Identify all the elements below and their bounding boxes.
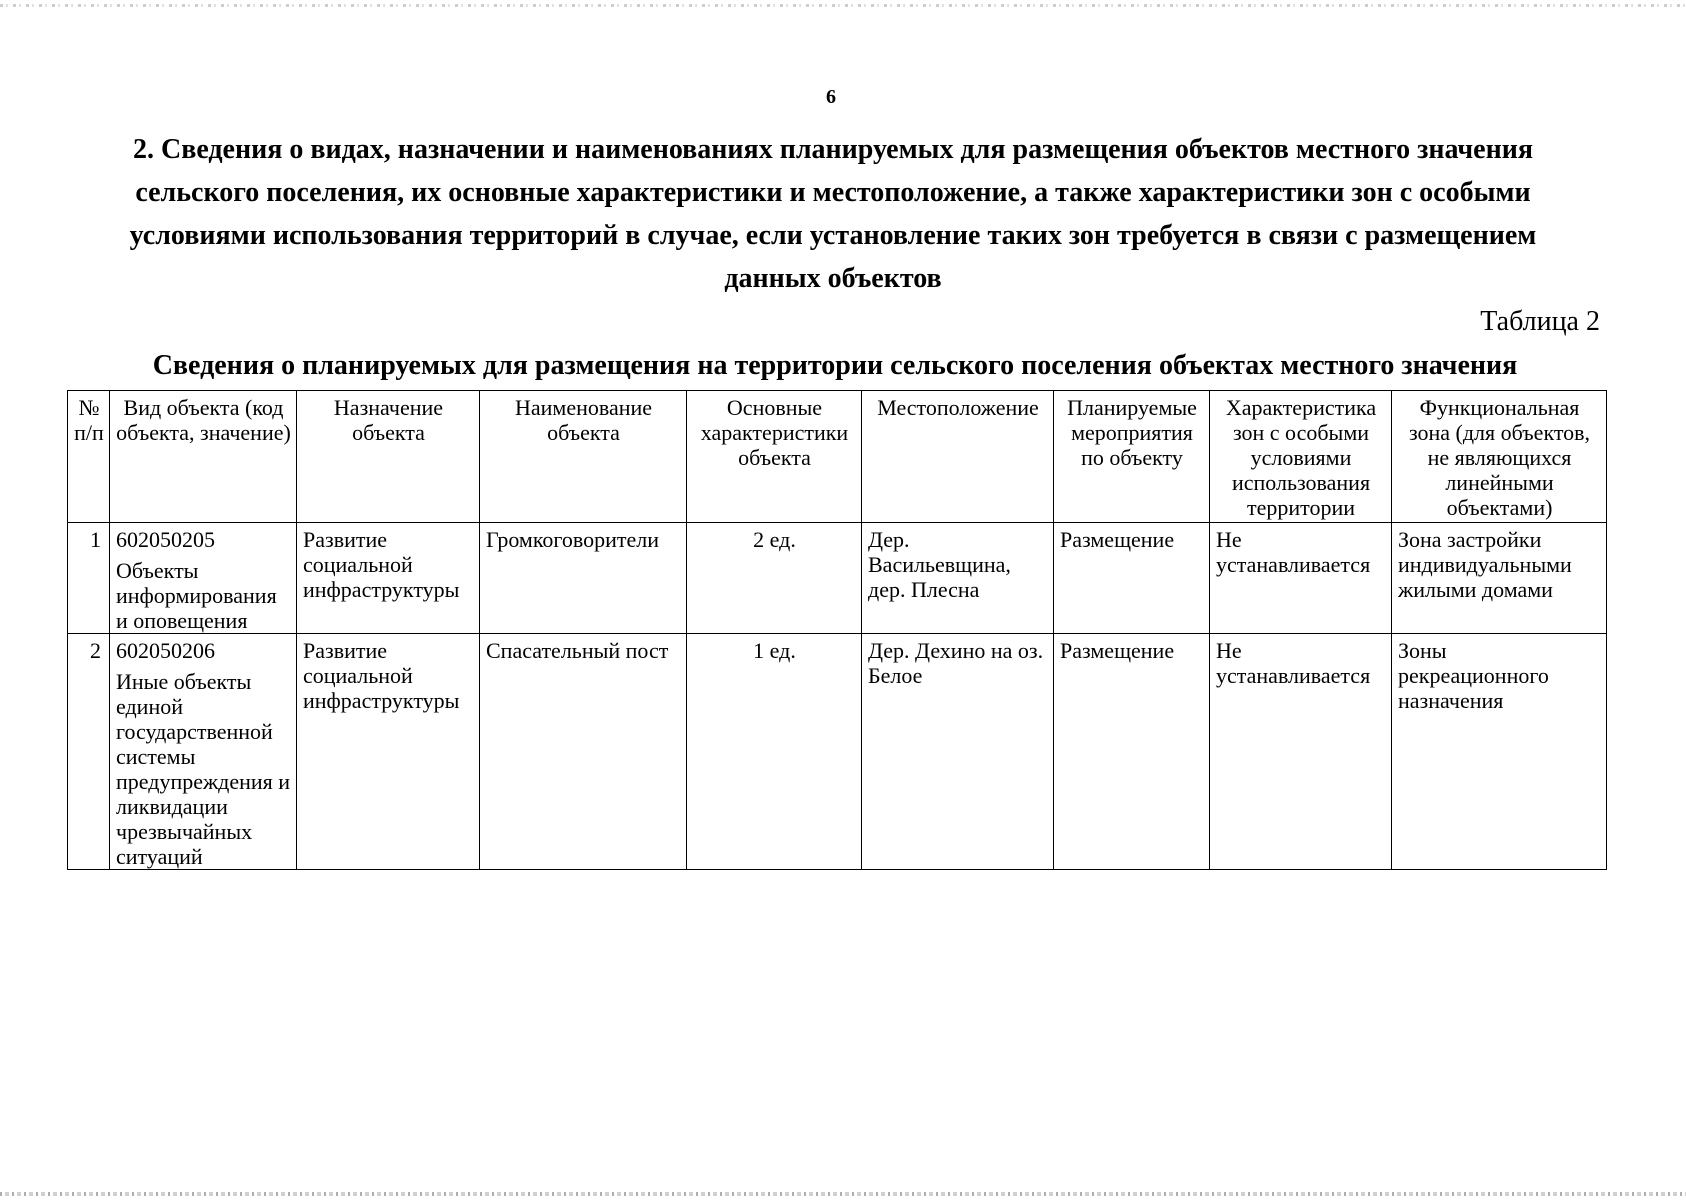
object-code: 602050205 [116, 527, 215, 552]
header-characteristics: Основные характеристики объекта [687, 391, 862, 523]
cell-zones: Не устанавливается [1210, 634, 1392, 870]
cell-type [110, 523, 297, 634]
table-number-label: Таблица 2 [1480, 306, 1600, 337]
object-code: 602050206 [116, 638, 215, 663]
section-heading: 2. Сведения о видах, назначении и наименованиях планируемых для размещения объектов местного значения сельского поселения, их основные характеристики и местоположение, а также характеристики зон с особыми условиями использования территорий в случае, если установление таких зон требуется в связи с размещением данных объектов [129, 134, 1537, 294]
header-name: Наименование объекта [480, 391, 687, 523]
cell-location: Дер. Васильевщина, дер. Плесна [862, 523, 1054, 634]
page-number: 6 [826, 86, 836, 108]
cell-num: 1 [68, 523, 110, 634]
table-caption: Сведения о планируемых для размещения на территории сельского поселения объектах местного значения [152, 350, 1518, 381]
object-type: Иные объекты единой государственной системы предупреждения и ликвидации чрезвычайных ситуаций [116, 669, 291, 869]
cell-characteristics: 1 ед. [687, 634, 862, 870]
cell-purpose: Развитие социальной инфраструктуры [297, 523, 480, 634]
cell-measures: Размещение [1054, 523, 1210, 634]
header-measures: Планируемые мероприятия по объекту [1054, 391, 1210, 523]
objects-table [67, 390, 1607, 870]
scan-edge-bottom [0, 1192, 1686, 1196]
cell-name: Спасательный пост [480, 634, 687, 870]
cell-measures: Размещение [1054, 634, 1210, 870]
header-functional-zone: Функциональная зона (для объектов, не являющихся линейными объектами) [1392, 391, 1607, 523]
table-row [68, 523, 1607, 634]
cell-location: Дер. Дехино на оз. Белое [862, 634, 1054, 870]
object-type: Объекты информирования и оповещения [116, 558, 277, 633]
cell-num: 2 [68, 634, 110, 870]
cell-purpose: Развитие социальной инфраструктуры [297, 634, 480, 870]
header-num: № п/п [68, 391, 110, 523]
cell-functional-zone: Зона застройки индивидуальными жилыми домами [1392, 523, 1607, 634]
header-purpose: Назначение объекта [297, 391, 480, 523]
cell-type [110, 634, 297, 870]
cell-characteristics: 2 ед. [687, 523, 862, 634]
cell-functional-zone: Зоны рекреационного назначения [1392, 634, 1607, 870]
cell-zones: Не устанавливается [1210, 523, 1392, 634]
table-header-row [68, 391, 1607, 523]
table-row [68, 634, 1607, 870]
header-location: Местоположение [862, 391, 1054, 523]
header-type: Вид объекта (код объекта, значение) [110, 391, 297, 523]
scan-edge-top [0, 4, 1686, 7]
header-zones: Характеристика зон с особыми условиями использования территории [1210, 391, 1392, 523]
cell-name: Громкоговорители [480, 523, 687, 634]
